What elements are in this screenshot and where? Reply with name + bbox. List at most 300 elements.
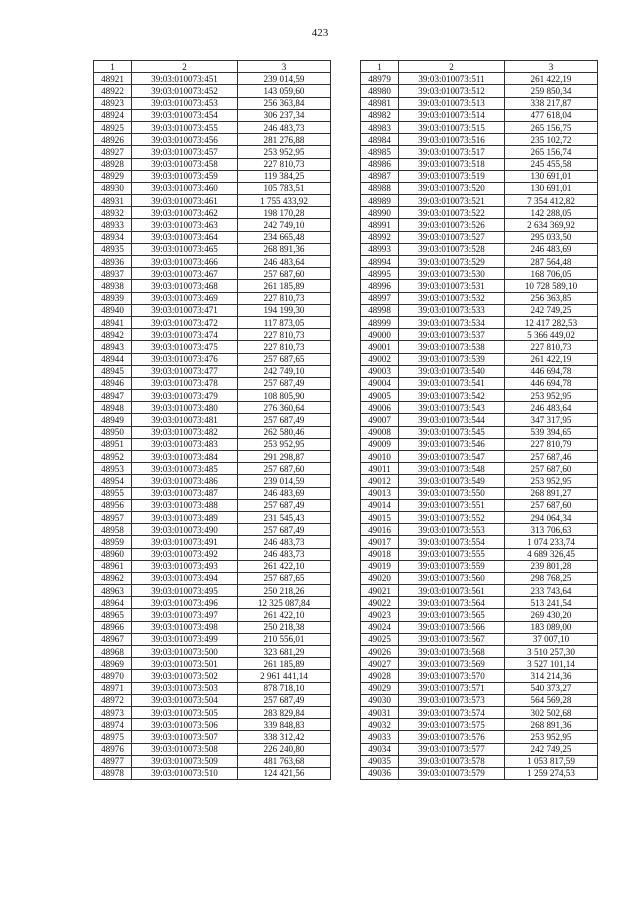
row-number-cell: 48978	[94, 767, 132, 779]
value-cell: 37 007,10	[505, 633, 598, 645]
table-row	[361, 633, 598, 645]
cadastral-number-cell: 39:03:010073:478	[132, 377, 238, 389]
value-cell: 1 074 233,74	[505, 536, 598, 548]
value-cell: 250 218,26	[238, 585, 331, 597]
table-row	[94, 499, 331, 511]
table-row	[361, 292, 598, 304]
row-number-cell: 49001	[361, 341, 399, 353]
row-number-cell: 49015	[361, 511, 399, 523]
value-cell: 12 417 282,53	[505, 316, 598, 328]
cadastral-number-cell: 39:03:010073:495	[132, 585, 238, 597]
value-cell: 539 394,65	[505, 426, 598, 438]
value-cell: 253 952,95	[505, 390, 598, 402]
value-cell: 242 749,10	[238, 365, 331, 377]
cadastral-number-cell: 39:03:010073:486	[132, 475, 238, 487]
value-cell: 168 706,05	[505, 268, 598, 280]
value-cell: 210 556,01	[238, 633, 331, 645]
cadastral-number-cell: 39:03:010073:575	[399, 719, 505, 731]
table-row	[94, 207, 331, 219]
cadastral-number-cell: 39:03:010073:513	[399, 97, 505, 109]
value-cell: 1 259 274,53	[505, 767, 598, 779]
cadastral-number-cell: 39:03:010073:528	[399, 243, 505, 255]
cadastral-number-cell: 39:03:010073:509	[132, 755, 238, 767]
cadastral-number-cell: 39:03:010073:559	[399, 560, 505, 572]
value-cell: 198 170,28	[238, 207, 331, 219]
row-number-cell: 49036	[361, 767, 399, 779]
value-cell: 513 241,54	[505, 597, 598, 609]
row-number-cell: 48948	[94, 402, 132, 414]
value-cell: 298 768,25	[505, 572, 598, 584]
value-cell: 261 422,19	[505, 73, 598, 85]
table-row	[361, 329, 598, 341]
cadastral-number-cell: 39:03:010073:454	[132, 109, 238, 121]
table-row	[361, 402, 598, 414]
row-number-cell: 49030	[361, 694, 399, 706]
row-number-cell: 49034	[361, 743, 399, 755]
cadastral-number-cell: 39:03:010073:551	[399, 499, 505, 511]
value-cell: 130 691,01	[505, 182, 598, 194]
row-number-cell: 49012	[361, 475, 399, 487]
row-number-cell: 48980	[361, 85, 399, 97]
value-cell: 294 064,34	[505, 511, 598, 523]
value-cell: 256 363,85	[505, 292, 598, 304]
table-row	[94, 719, 331, 731]
table-row	[361, 694, 598, 706]
value-cell: 183 089,00	[505, 621, 598, 633]
table-row	[94, 451, 331, 463]
cadastral-number-cell: 39:03:010073:493	[132, 560, 238, 572]
value-cell: 339 848,83	[238, 719, 331, 731]
row-number-cell: 48944	[94, 353, 132, 365]
table-row	[94, 402, 331, 414]
table-row	[361, 207, 598, 219]
cadastral-number-cell: 39:03:010073:475	[132, 341, 238, 353]
row-number-cell: 49008	[361, 426, 399, 438]
table-row	[94, 243, 331, 255]
row-number-cell: 48975	[94, 731, 132, 743]
table-row	[94, 743, 331, 755]
row-number-cell: 48940	[94, 304, 132, 316]
row-number-cell: 49019	[361, 560, 399, 572]
table-row	[361, 487, 598, 499]
cadastral-number-cell: 39:03:010073:566	[399, 621, 505, 633]
column-header-1: 1	[361, 61, 399, 73]
cadastral-number-cell: 39:03:010073:549	[399, 475, 505, 487]
row-number-cell: 48983	[361, 121, 399, 133]
table-row	[94, 487, 331, 499]
row-number-cell: 49016	[361, 524, 399, 536]
value-cell: 276 360,64	[238, 402, 331, 414]
cadastral-number-cell: 39:03:010073:494	[132, 572, 238, 584]
row-number-cell: 48982	[361, 109, 399, 121]
row-number-cell: 48939	[94, 292, 132, 304]
value-cell: 12 325 087,84	[238, 597, 331, 609]
row-number-cell: 48992	[361, 231, 399, 243]
table-row	[94, 268, 331, 280]
table-row	[94, 158, 331, 170]
value-cell: 242 749,10	[238, 219, 331, 231]
table-row	[361, 219, 598, 231]
table-row	[361, 463, 598, 475]
cadastral-number-cell: 39:03:010073:487	[132, 487, 238, 499]
value-cell: 253 952,95	[505, 731, 598, 743]
cadastral-number-cell: 39:03:010073:560	[399, 572, 505, 584]
table-row	[94, 195, 331, 207]
value-cell: 257 687,60	[238, 268, 331, 280]
cadastral-number-cell: 39:03:010073:537	[399, 329, 505, 341]
cadastral-number-cell: 39:03:010073:568	[399, 646, 505, 658]
value-cell: 314 214,36	[505, 670, 598, 682]
table-row	[361, 743, 598, 755]
row-number-cell: 48930	[94, 182, 132, 194]
row-number-cell: 48955	[94, 487, 132, 499]
cadastral-number-cell: 39:03:010073:534	[399, 316, 505, 328]
cadastral-number-cell: 39:03:010073:508	[132, 743, 238, 755]
table-row	[361, 755, 598, 767]
value-cell: 281 276,88	[238, 134, 331, 146]
value-cell: 347 317,95	[505, 414, 598, 426]
value-cell: 227 810,73	[238, 158, 331, 170]
value-cell: 257 687,49	[238, 414, 331, 426]
table-row	[94, 767, 331, 779]
row-number-cell: 48997	[361, 292, 399, 304]
cadastral-number-cell: 39:03:010073:505	[132, 706, 238, 718]
row-number-cell: 48977	[94, 755, 132, 767]
row-number-cell: 48990	[361, 207, 399, 219]
table-row	[361, 719, 598, 731]
value-cell: 105 783,51	[238, 182, 331, 194]
value-cell: 261 185,89	[238, 280, 331, 292]
row-number-cell: 48924	[94, 109, 132, 121]
table-row	[361, 499, 598, 511]
value-cell: 477 618,04	[505, 109, 598, 121]
row-number-cell: 48964	[94, 597, 132, 609]
cadastral-number-cell: 39:03:010073:464	[132, 231, 238, 243]
value-cell: 540 373,27	[505, 682, 598, 694]
table-row	[94, 170, 331, 182]
cadastral-number-cell: 39:03:010073:496	[132, 597, 238, 609]
table-row	[94, 755, 331, 767]
table-row	[361, 438, 598, 450]
row-number-cell: 48965	[94, 609, 132, 621]
cadastral-number-cell: 39:03:010073:474	[132, 329, 238, 341]
value-cell: 481 763,68	[238, 755, 331, 767]
cadastral-number-cell: 39:03:010073:531	[399, 280, 505, 292]
row-number-cell: 49009	[361, 438, 399, 450]
row-number-cell: 48953	[94, 463, 132, 475]
table-row	[361, 731, 598, 743]
row-number-cell: 48960	[94, 548, 132, 560]
row-number-cell: 49004	[361, 377, 399, 389]
row-number-cell: 48989	[361, 195, 399, 207]
row-number-cell: 48935	[94, 243, 132, 255]
value-cell: 194 199,30	[238, 304, 331, 316]
cadastral-number-cell: 39:03:010073:545	[399, 426, 505, 438]
table-row	[94, 280, 331, 292]
cadastral-number-cell: 39:03:010073:516	[399, 134, 505, 146]
row-number-cell: 49021	[361, 585, 399, 597]
cadastral-number-cell: 39:03:010073:498	[132, 621, 238, 633]
value-cell: 878 718,10	[238, 682, 331, 694]
value-cell: 268 891,36	[238, 243, 331, 255]
column-header-1: 1	[94, 61, 132, 73]
table-row	[94, 219, 331, 231]
row-number-cell: 48973	[94, 706, 132, 718]
row-number-cell: 48987	[361, 170, 399, 182]
value-cell: 2 634 369,92	[505, 219, 598, 231]
table-row	[361, 304, 598, 316]
table-row	[94, 536, 331, 548]
table-row	[361, 231, 598, 243]
table-row	[361, 268, 598, 280]
cadastral-number-cell: 39:03:010073:526	[399, 219, 505, 231]
table-row	[361, 511, 598, 523]
cadastral-number-cell: 39:03:010073:542	[399, 390, 505, 402]
value-cell: 246 483,73	[238, 536, 331, 548]
row-number-cell: 49029	[361, 682, 399, 694]
value-cell: 233 743,64	[505, 585, 598, 597]
cadastral-number-cell: 39:03:010073:578	[399, 755, 505, 767]
cadastral-number-cell: 39:03:010073:501	[132, 658, 238, 670]
row-number-cell: 48933	[94, 219, 132, 231]
table-row	[361, 256, 598, 268]
row-number-cell: 48945	[94, 365, 132, 377]
cadastral-number-cell: 39:03:010073:468	[132, 280, 238, 292]
table-row	[361, 560, 598, 572]
cadastral-number-cell: 39:03:010073:517	[399, 146, 505, 158]
value-cell: 227 810,73	[505, 341, 598, 353]
row-number-cell: 49005	[361, 390, 399, 402]
cadastral-number-cell: 39:03:010073:561	[399, 585, 505, 597]
row-number-cell: 49022	[361, 597, 399, 609]
value-cell: 231 545,43	[238, 511, 331, 523]
value-cell: 253 952,95	[505, 475, 598, 487]
table-row	[94, 694, 331, 706]
table-row	[94, 146, 331, 158]
cadastral-number-cell: 39:03:010073:503	[132, 682, 238, 694]
cadastral-number-cell: 39:03:010073:458	[132, 158, 238, 170]
row-number-cell: 48976	[94, 743, 132, 755]
row-number-cell: 48928	[94, 158, 132, 170]
row-number-cell: 48947	[94, 390, 132, 402]
value-cell: 256 363,84	[238, 97, 331, 109]
value-cell: 564 569,28	[505, 694, 598, 706]
cadastral-number-cell: 39:03:010073:460	[132, 182, 238, 194]
value-cell: 239 801,28	[505, 560, 598, 572]
value-cell: 257 687,49	[238, 499, 331, 511]
table-row	[94, 353, 331, 365]
table-row	[94, 121, 331, 133]
value-cell: 130 691,01	[505, 170, 598, 182]
table-row	[94, 621, 331, 633]
table-header-row	[94, 61, 331, 73]
cadastral-number-cell: 39:03:010073:547	[399, 451, 505, 463]
row-number-cell: 48967	[94, 633, 132, 645]
row-number-cell: 48936	[94, 256, 132, 268]
table-row	[94, 597, 331, 609]
value-cell: 1 053 817,59	[505, 755, 598, 767]
value-cell: 261 422,10	[238, 609, 331, 621]
row-number-cell: 49033	[361, 731, 399, 743]
cadastral-number-cell: 39:03:010073:519	[399, 170, 505, 182]
table-row	[361, 390, 598, 402]
value-cell: 142 288,05	[505, 207, 598, 219]
cadastral-number-cell: 39:03:010073:550	[399, 487, 505, 499]
column-header-2: 2	[132, 61, 238, 73]
cadastral-number-cell: 39:03:010073:481	[132, 414, 238, 426]
table-row	[361, 158, 598, 170]
row-number-cell: 48926	[94, 134, 132, 146]
table-row	[94, 658, 331, 670]
row-number-cell: 48962	[94, 572, 132, 584]
table-row	[361, 280, 598, 292]
cadastral-number-cell: 39:03:010073:456	[132, 134, 238, 146]
row-number-cell: 48959	[94, 536, 132, 548]
cadastral-number-cell: 39:03:010073:553	[399, 524, 505, 536]
cadastral-number-cell: 39:03:010073:538	[399, 341, 505, 353]
cadastral-number-cell: 39:03:010073:540	[399, 365, 505, 377]
table-row	[94, 329, 331, 341]
table-row	[361, 195, 598, 207]
cadastral-number-cell: 39:03:010073:463	[132, 219, 238, 231]
row-number-cell: 48985	[361, 146, 399, 158]
row-number-cell: 49007	[361, 414, 399, 426]
table-row	[94, 304, 331, 316]
row-number-cell: 48998	[361, 304, 399, 316]
cadastral-number-cell: 39:03:010073:461	[132, 195, 238, 207]
column-header-3: 3	[505, 61, 598, 73]
table-body-right	[361, 73, 598, 780]
table-row	[94, 475, 331, 487]
row-number-cell: 48979	[361, 73, 399, 85]
value-cell: 257 687,65	[238, 572, 331, 584]
value-cell: 3 510 257,30	[505, 646, 598, 658]
cadastral-number-cell: 39:03:010073:476	[132, 353, 238, 365]
value-cell: 250 218,38	[238, 621, 331, 633]
value-cell: 3 527 101,14	[505, 658, 598, 670]
value-cell: 239 014,59	[238, 475, 331, 487]
table-row	[361, 767, 598, 779]
cadastral-number-cell: 39:03:010073:521	[399, 195, 505, 207]
value-cell: 10 728 589,10	[505, 280, 598, 292]
row-number-cell: 48943	[94, 341, 132, 353]
table-row	[361, 182, 598, 194]
value-cell: 446 694,78	[505, 377, 598, 389]
value-cell: 7 354 412,82	[505, 195, 598, 207]
cadastral-number-cell: 39:03:010073:502	[132, 670, 238, 682]
table-row	[94, 585, 331, 597]
table-row	[94, 73, 331, 85]
value-cell: 246 483,73	[238, 121, 331, 133]
cadastral-number-cell: 39:03:010073:529	[399, 256, 505, 268]
value-cell: 259 850,34	[505, 85, 598, 97]
table-row	[94, 731, 331, 743]
value-cell: 253 952,95	[238, 438, 331, 450]
value-cell: 257 687,49	[238, 377, 331, 389]
value-cell: 226 240,80	[238, 743, 331, 755]
cadastral-number-cell: 39:03:010073:483	[132, 438, 238, 450]
cadastral-number-cell: 39:03:010073:570	[399, 670, 505, 682]
value-cell: 268 891,36	[505, 719, 598, 731]
table-row	[94, 97, 331, 109]
row-number-cell: 48981	[361, 97, 399, 109]
row-number-cell: 49011	[361, 463, 399, 475]
table-row	[361, 341, 598, 353]
data-table-right	[360, 60, 598, 780]
value-cell: 268 891,27	[505, 487, 598, 499]
table-row	[94, 609, 331, 621]
cadastral-number-cell: 39:03:010073:489	[132, 511, 238, 523]
row-number-cell: 48971	[94, 682, 132, 694]
value-cell: 313 706,63	[505, 524, 598, 536]
table-row	[361, 353, 598, 365]
row-number-cell: 48986	[361, 158, 399, 170]
cadastral-number-cell: 39:03:010073:565	[399, 609, 505, 621]
value-cell: 2 961 441,14	[238, 670, 331, 682]
row-number-cell: 49024	[361, 621, 399, 633]
table-row	[361, 146, 598, 158]
cadastral-number-cell: 39:03:010073:577	[399, 743, 505, 755]
row-number-cell: 49020	[361, 572, 399, 584]
cadastral-number-cell: 39:03:010073:569	[399, 658, 505, 670]
row-number-cell: 48934	[94, 231, 132, 243]
value-cell: 234 665,48	[238, 231, 331, 243]
table-body-left	[94, 73, 331, 780]
table-row	[361, 670, 598, 682]
cadastral-number-cell: 39:03:010073:518	[399, 158, 505, 170]
row-number-cell: 49026	[361, 646, 399, 658]
row-number-cell: 48958	[94, 524, 132, 536]
value-cell: 227 810,79	[505, 438, 598, 450]
row-number-cell: 49014	[361, 499, 399, 511]
row-number-cell: 48956	[94, 499, 132, 511]
table-row	[94, 377, 331, 389]
cadastral-number-cell: 39:03:010073:488	[132, 499, 238, 511]
table-row	[94, 560, 331, 572]
table-row	[94, 682, 331, 694]
value-cell: 291 298,87	[238, 451, 331, 463]
row-number-cell: 48946	[94, 377, 132, 389]
table-row	[361, 170, 598, 182]
cadastral-number-cell: 39:03:010073:571	[399, 682, 505, 694]
cadastral-number-cell: 39:03:010073:452	[132, 85, 238, 97]
table-row	[361, 243, 598, 255]
table-row	[361, 475, 598, 487]
value-cell: 262 580,46	[238, 426, 331, 438]
table-row	[94, 292, 331, 304]
cadastral-number-cell: 39:03:010073:453	[132, 97, 238, 109]
table-row	[94, 633, 331, 645]
row-number-cell: 48937	[94, 268, 132, 280]
cadastral-number-cell: 39:03:010073:472	[132, 316, 238, 328]
table-row	[361, 85, 598, 97]
table-row	[361, 414, 598, 426]
row-number-cell: 48923	[94, 97, 132, 109]
cadastral-number-cell: 39:03:010073:567	[399, 633, 505, 645]
row-number-cell: 48922	[94, 85, 132, 97]
row-number-cell: 48963	[94, 585, 132, 597]
cadastral-number-cell: 39:03:010073:471	[132, 304, 238, 316]
value-cell: 119 384,25	[238, 170, 331, 182]
row-number-cell: 48995	[361, 268, 399, 280]
value-cell: 235 102,72	[505, 134, 598, 146]
cadastral-number-cell: 39:03:010073:467	[132, 268, 238, 280]
table-row	[361, 109, 598, 121]
value-cell: 261 422,19	[505, 353, 598, 365]
page-number: 423	[311, 27, 329, 39]
row-number-cell: 49028	[361, 670, 399, 682]
cadastral-number-cell: 39:03:010073:574	[399, 706, 505, 718]
